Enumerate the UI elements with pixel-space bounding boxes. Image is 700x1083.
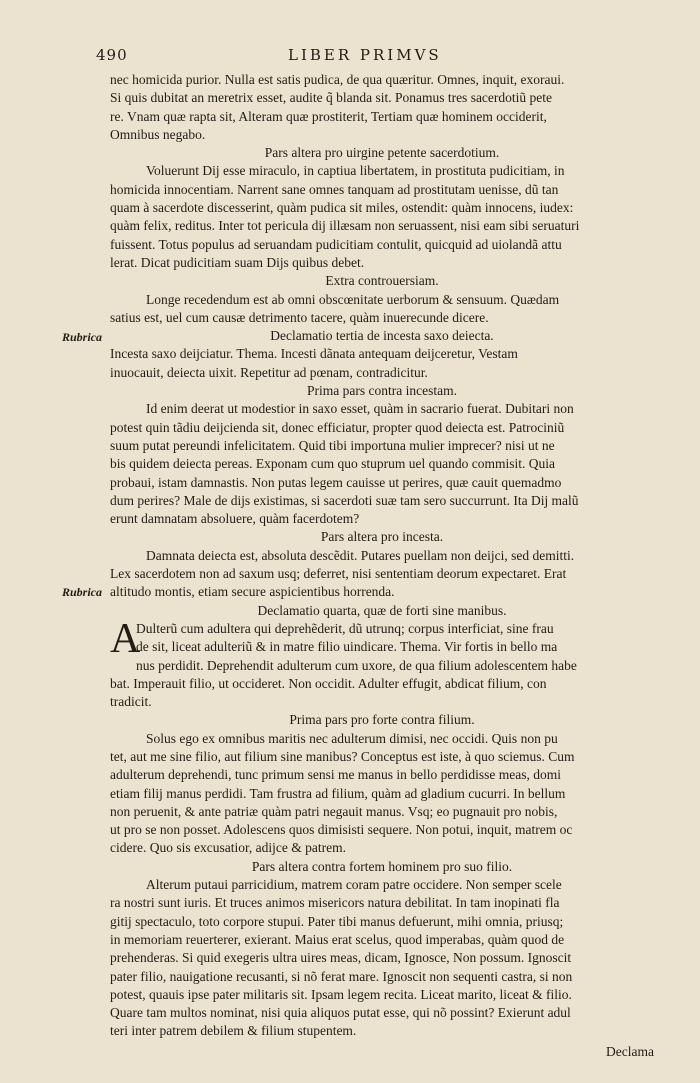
text-line	[110, 894, 654, 912]
line-text: Si quis dubitat an meretrix esset, audite q̃ blanda sit. Ponamus tres sacerdotiũ pete	[110, 90, 553, 106]
line-text: satius est, uel cum causæ detrimento tacere, quàm inuerecunde dicere.	[110, 309, 489, 325]
line-text: Solus ego ex omnibus maritis nec adulterum dimisi, nec occidi. Quis non pu	[146, 730, 558, 746]
text-line	[110, 89, 654, 107]
line-text: teri inter patrem debilem & filium stupentem.	[110, 1023, 357, 1039]
text-line	[110, 675, 654, 693]
line-text: nec homicida purior. Nulla est satis pudica, de qua quæritur. Omnes, inquit, exoraui.	[110, 72, 565, 87]
text-line	[110, 236, 654, 254]
drop-initial: A	[110, 615, 141, 662]
text-line	[110, 565, 654, 583]
line-text: homicida innocentiam. Narrent sane omnes tanquam ad prostitutam uenisse, dũ tan	[110, 181, 559, 197]
line-text: etiam filĳ manus perdidi. Tam frustra ad filium, quàm ad gladium cucurri. In bellum	[110, 785, 566, 801]
line-text: Quare tam multos nominat, nisi quia aliquos putat esse, qui nõ possint? Exierunt adul	[110, 1005, 571, 1021]
line-text: Pars altera pro incesta.	[320, 529, 444, 545]
text-line	[110, 1022, 654, 1040]
text-line	[110, 291, 654, 309]
line-text: Alterum putaui parricidium, matrem coram patre occidere. Non semper scele	[146, 877, 562, 893]
text-line	[110, 657, 654, 675]
text-line	[110, 949, 654, 967]
section-heading	[110, 272, 654, 290]
line-text: Lex sacerdotem non ad saxum usq; deferret, nisi sententiam deorum expectaret. Erat	[110, 566, 567, 582]
text-line	[110, 839, 654, 857]
text-line	[110, 821, 654, 839]
line-text: erunt damnatam absoluere, quàm facerdotem?	[110, 511, 360, 527]
text-line	[110, 181, 654, 199]
line-text: Damnata deiecta est, absoluta descẽdit. Putares puellam non deĳci, sed demitti.	[146, 547, 575, 563]
line-text: Dulterũ cum adultera qui deprehẽderit, dũ utrunq; corpus interficiat, sine frau	[136, 620, 554, 636]
text-line	[110, 364, 654, 382]
line-text: potest quin tãdiu deĳcienda sit, donec efficiatur, propter quod deiecta est. Patrociniũ	[110, 419, 565, 435]
line-text: tradicit.	[110, 694, 152, 710]
line-text: Pars altera contra fortem hominem pro suo filio.	[251, 858, 513, 874]
line-text: quam à sacerdote discesserint, quàm pudica sit miles, ostendit: quàm innocens, iudex:	[110, 200, 574, 216]
text-line	[110, 345, 654, 363]
folio-number: 490	[96, 46, 128, 64]
text-line	[110, 199, 654, 217]
line-text: altitudo montis, etiam secure aspicientibus horrenda.	[110, 584, 395, 600]
line-text: probaui, istam damnastis. Non putas legem cauisse ut perires, quæ cauit quemadmo	[110, 474, 562, 490]
line-text: lerat. Dicat pudicitiam suam Dĳs quibus debet.	[110, 254, 365, 270]
line-text: cidere. Quo sis excusatior, adĳce & patrem.	[110, 840, 346, 856]
text-line	[110, 748, 654, 766]
text-line	[110, 400, 654, 418]
line-text: Declamatio quarta, quæ de forti sine manibus.	[257, 602, 507, 618]
text-line	[110, 931, 654, 949]
text-line	[110, 730, 654, 748]
text-line	[110, 876, 654, 894]
catchword: Declama	[606, 1043, 654, 1059]
section-heading	[110, 602, 654, 620]
text-column	[110, 71, 654, 1061]
section-heading	[110, 711, 654, 729]
line-text: inuocauit, deiecta uixit. Repetitur ad pœnam, contradicitur.	[110, 364, 428, 380]
line-text: suum putat pereundi infelicitatem. Quid tibi importuna mulier imprecer? nisi ut ne	[110, 437, 555, 453]
line-text: ra nostri sunt iuris. Et truces animos misericors natura debilitat. In tam inopinati fla	[110, 895, 560, 911]
section-heading	[110, 858, 654, 876]
line-text: Extra controuersiam.	[325, 273, 439, 289]
text-line	[110, 968, 654, 986]
line-text: de sit, liceat adulteriũ & in matre filio uindicare. Thema. Vir fortis in bello ma	[136, 639, 558, 655]
text-line	[110, 126, 654, 144]
line-text: non peruenit, & ante patriæ quàm patri negauit manus. Vsq; eo pugnauit pro nobis,	[110, 803, 558, 819]
text-line	[110, 986, 654, 1004]
line-text: in memoriam reuerterer, exierant. Maius erat scelus, quod imperabas, quàm quod de	[110, 931, 565, 947]
text-line	[110, 254, 654, 272]
text-line	[110, 71, 654, 89]
margin-note-rubrica: Rubrica	[62, 330, 103, 344]
section-heading	[110, 528, 654, 546]
line-text: dum perires? Male de dĳs existimas, si sacerdoti suæ tam sero succurrunt. Ita Dĳ malũ	[110, 492, 579, 508]
line-text: Incesta saxo deĳciatur. Thema. Incesti dãnata antequam deĳceretur, Vestam	[110, 346, 518, 362]
line-text: tet, aut me sine filio, aut filium sine manibus? Conceptus est iste, à quo sciemus. Cum	[110, 748, 575, 764]
page-header	[96, 46, 616, 70]
line-text: Id enim deerat ut modestior in saxo esset, quàm in sacrario fuerat. Dubitari non	[146, 401, 574, 417]
line-text: potest, quauis ipse pater militaris sit. Ipsam legem recita. Liceat marito, liceat & filio.	[110, 986, 572, 1002]
line-text: gitĳ spectaculo, toto corpore stupui. Pater tibi manus defuerunt, mihi omnia, priusq;	[110, 913, 564, 929]
line-text: Voluerunt Dĳ esse miraculo, in captiua libertatem, in prostituta pudicitiam, in	[146, 163, 565, 179]
line-text: fuissent. Totus populus ad seruandam pudicitiam contulit, quicquid ad uiolandã attu	[110, 236, 562, 252]
text-line	[110, 455, 654, 473]
running-title: LIBER PRIMVS	[288, 46, 442, 64]
text-line	[110, 913, 654, 931]
line-text: quàm felix, reditus. Inter tot pericula dĳ illæsam non seruassent, nisi eam sibi seruaturi	[110, 218, 580, 234]
text-line	[110, 766, 654, 784]
text-line	[110, 419, 654, 437]
text-line	[110, 474, 654, 492]
line-text: re. Vnam quæ rapta sit, Alteram quæ prostiterit, Tertiam quæ hominem occiderit,	[110, 108, 547, 124]
line-text: Longe recedendum est ab omni obscœnitate uerborum & sensuum. Quædam	[146, 291, 560, 307]
line-text: Pars altera pro uirgine petente sacerdotium.	[264, 145, 500, 161]
section-heading	[110, 327, 654, 345]
text-line	[110, 492, 654, 510]
text-line	[110, 108, 654, 126]
text-line	[110, 583, 654, 601]
margin-note-rubrica: Rubrica	[62, 585, 103, 599]
text-line	[110, 785, 654, 803]
text-line	[110, 803, 654, 821]
section-heading	[110, 382, 654, 400]
text-line	[110, 1004, 654, 1022]
text-line	[110, 638, 654, 656]
line-text: ut pro se non posset. Adolescens quos dimisisti sequere. Non potui, inquit, matrem oc	[110, 822, 573, 838]
section-heading	[110, 144, 654, 162]
line-text: pater filio, nauigatione recusanti, si nõ ferat mare. Ignoscit non sequenti castra, si non	[110, 968, 573, 984]
text-line	[110, 309, 654, 327]
line-text: bis quidem deiecta pereas. Exponam cum quo stuprum uel quando commisit. Quia	[110, 456, 556, 472]
text-line	[110, 217, 654, 235]
line-text: bat. Imperauit filio, ut occideret. Non occidit. Adulter effugit, abdicat filium, con	[110, 675, 547, 691]
text-line	[110, 510, 654, 528]
line-text: nus perdidit. Deprehendit adulterum cum uxore, de qua filium adolescentem habe	[136, 657, 577, 673]
text-line	[110, 693, 654, 711]
line-text: adulterum deprehendi, tunc primum sensi me manus in bello perdidisse meas, domi	[110, 767, 562, 783]
text-line	[110, 162, 654, 180]
line-text: Declamatio tertia de incesta saxo deiecta.	[270, 328, 494, 344]
text-line	[110, 437, 654, 455]
line-text: prehenderas. Si quid exegeris ultra uires meas, dicam, Ignosce, Non possum. Ignoscit	[110, 950, 572, 966]
text-line	[110, 547, 654, 565]
line-text: Prima pars contra incestam.	[307, 383, 457, 399]
line-text: Omnibus negabo.	[110, 126, 206, 142]
line-text: Prima pars pro forte contra filium.	[289, 712, 475, 728]
